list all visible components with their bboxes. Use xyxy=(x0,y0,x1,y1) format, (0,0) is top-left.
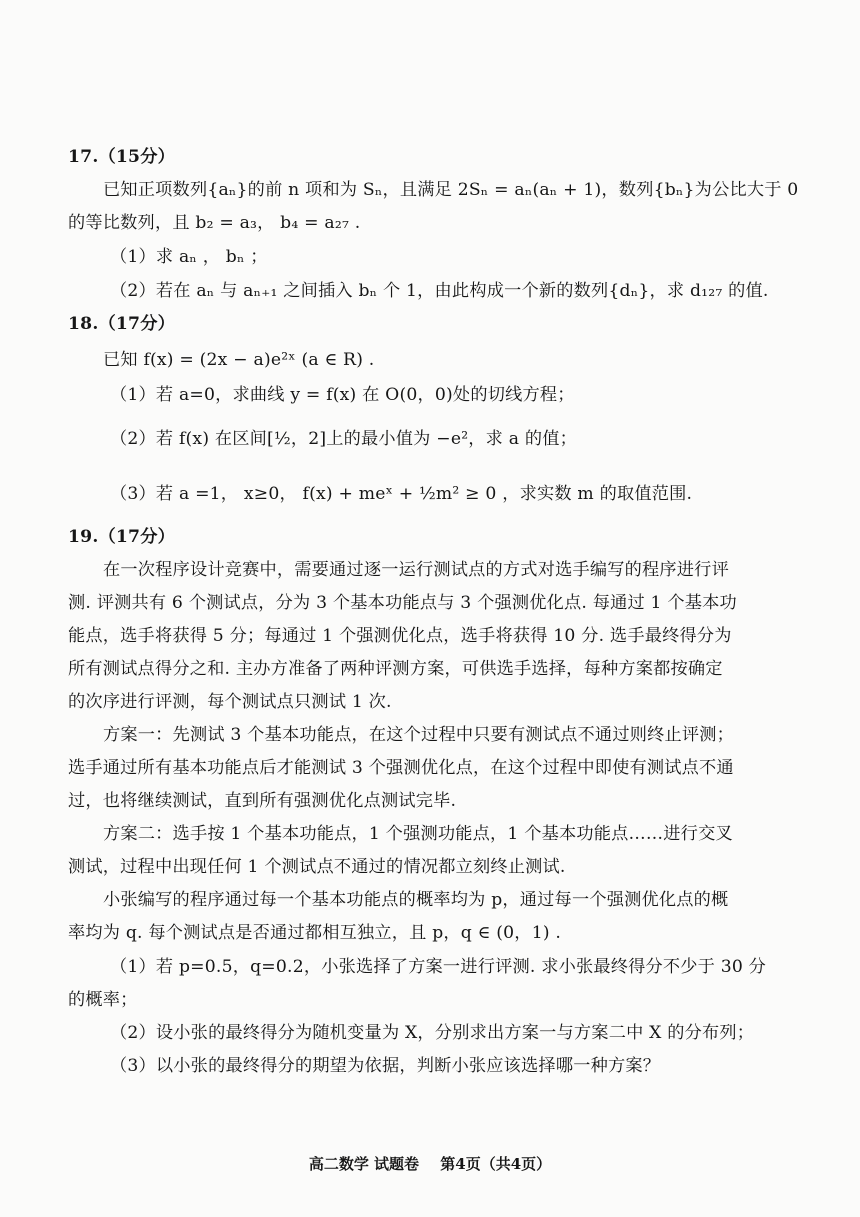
q17-line: 的等比数列，且 b₂ = a₃， b₄ = a₂₇ . xyxy=(68,213,361,233)
footer-page-number: 第4页（共4页） xyxy=(440,1155,552,1173)
q19-line: 的概率； xyxy=(68,990,138,1010)
footer-subject: 高二数学 试题卷 xyxy=(308,1155,420,1173)
q19-plan-2: 方案二：选手按 1 个基本功能点，1 个强测功能点，1 个基本功能点……进行交叉 xyxy=(103,824,733,844)
q18-part-3: （3）若 a =1， x≥0， f(x) + meˣ + ½m² ≥ 0 ，求实数 m 的取值范围. xyxy=(110,484,693,504)
q19-line: 所有测试点得分之和. 主办方准备了两种评测方案，可供选手选择，每种方案都按确定 xyxy=(68,659,723,679)
q18-part-1: （1）若 a=0，求曲线 y = f(x) 在 O(0，0)处的切线方程； xyxy=(110,385,575,405)
q18-part-2: （2）若 f(x) 在区间[½，2]上的最小值为 −e²，求 a 的值； xyxy=(110,429,578,449)
q19-line: 测试，过程中出现任何 1 个测试点不通过的情况都立刻终止测试. xyxy=(68,857,566,877)
page-footer xyxy=(0,1153,860,1174)
q19-line: 过，也将继续测试，直到所有强测优化点测试完毕. xyxy=(68,791,457,811)
q17-part-2: （2）若在 aₙ 与 aₙ₊₁ 之间插入 bₙ 个 1，由此构成一个新的数列{dₙ}，求 d₁₂₇ 的值. xyxy=(110,281,769,301)
q19-line: 能点，选手将获得 5 分；每通过 1 个强测优化点，选手将获得 10 分. 选手最终得分为 xyxy=(68,626,732,646)
q19-part-3: （3）以小张的最终得分的期望为依据，判断小张应该选择哪一种方案？ xyxy=(110,1056,661,1076)
q18-line: 已知 f(x) = (2x − a)e²ˣ (a ∈ R) . xyxy=(103,350,375,370)
q19-line: 选手通过所有基本功能点后才能测试 3 个强测优化点，在这个过程中即使有测试点不通 xyxy=(68,758,734,778)
q19-header: 19.（17分） xyxy=(68,527,175,547)
q19-line: 小张编写的程序通过每一个基本功能点的概率均为 p，通过每一个强测优化点的概 xyxy=(103,890,729,910)
q19-plan-1: 方案一：先测试 3 个基本功能点，在这个过程中只要有测试点不通过则终止评测； xyxy=(103,725,735,745)
q17-part-1: （1）求 aₙ ， bₙ ； xyxy=(110,247,268,267)
q19-line: 测. 评测共有 6 个测试点，分为 3 个基本功能点与 3 个强测优化点. 每通过 1 个基本功 xyxy=(68,593,737,613)
q19-part-2: （2）设小张的最终得分为随机变量为 X，分别求出方案一与方案二中 X 的分布列； xyxy=(110,1023,755,1043)
q18-header: 18.（17分） xyxy=(68,314,175,334)
q19-line: 的次序进行评测，每个测试点只测试 1 次. xyxy=(68,692,392,712)
q17-line: 已知正项数列{aₙ}的前 n 项和为 Sₙ，且满足 2Sₙ = aₙ(aₙ + 1)，数列{bₙ}为公比大于 0 xyxy=(103,180,799,200)
q19-part-1: （1）若 p=0.5，q=0.2，小张选择了方案一进行评测. 求小张最终得分不少于 30 分 xyxy=(110,957,767,977)
q17-header: 17.（15分） xyxy=(68,147,175,167)
q19-line: 在一次程序设计竞赛中，需要通过逐一运行测试点的方式对选手编写的程序进行评 xyxy=(103,560,729,580)
q19-line: 率均为 q. 每个测试点是否通过都相互独立，且 p，q ∈ (0，1) . xyxy=(68,923,562,943)
